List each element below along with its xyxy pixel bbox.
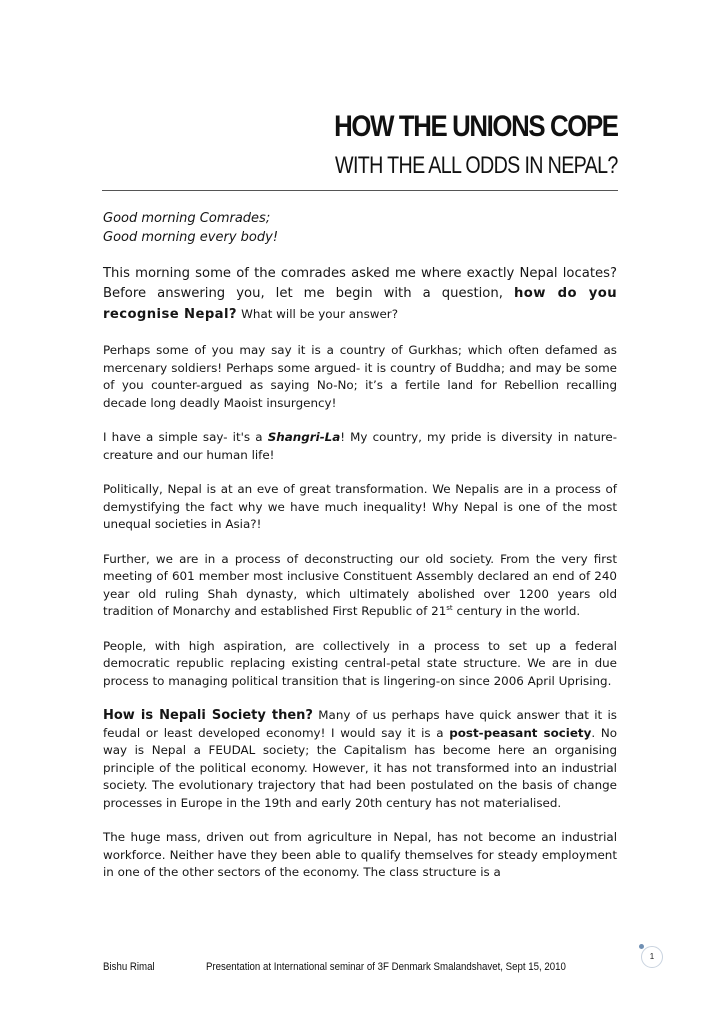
greeting-line-1: Good morning Comrades; [103, 211, 271, 226]
intro-text: This morning some of the comrades asked me where exactly Nepal locates? Before answering you, let me begin with a question, [103, 266, 617, 301]
shangri-pre: I have a simple say- it's a [103, 430, 263, 444]
paragraph-people: People, with high aspiration, are collectively in a process to set up a federal democratic republic replacing existing central-petal state structure. We are in due process to managing political transition that is lingering-on since 2006 April Uprising. [103, 638, 617, 688]
paragraph-further [103, 551, 617, 621]
ordinal-suffix: st [446, 604, 453, 613]
greeting [103, 209, 617, 247]
paragraph-gurkhas: Perhaps some of you may say it is a country of Gurkhas; which often defamed as mercenary soldiers! Perhaps some argued- it is country of Buddha; and may be some of you counter-argued as saying No-No; it’s a fertile land for Rebellion recalling decade long deadly Maoist insurgency! [103, 343, 617, 410]
greeting-line-2: Good morning every body! [103, 230, 279, 245]
footer-event: Presentation at International seminar of 3F Denmark Smalandshavet, Sept 15, 2010 [205, 961, 566, 973]
intro-question: how do you recognise Nepal? [103, 286, 618, 322]
society-text-2: . No way is Nepal a FEUDAL society; the Capitalism has become here an organising principle of the political economy. However, it has not transformed into an industrial society. The evolutionary trajectory that had been postulated on the basis of change processes in Europe in the 19th and early 20th century has not materialised. [103, 725, 617, 810]
further-post: century in the world. [452, 604, 581, 618]
shangri-la-emphasis: Shangri-La [267, 430, 341, 444]
post-peasant-emphasis: post-peasant society [449, 725, 592, 740]
intro-tail: What will be your answer? [241, 307, 399, 321]
further-pre: Further, we are in a process of deconstructing our old society. From the very first meeting of 601 member most inclusive Constituent Assembly declared an end of 240 year old ruling Shah dynasty, which ultimately abolished over 1200 years old tradition of Monarchy and established First Republic of 21 [103, 551, 617, 618]
society-question: How is Nepali Society then? [103, 708, 313, 723]
paragraph-society [103, 707, 617, 812]
paragraph-mass: The huge mass, driven out from agriculture in Nepal, has not become an industrial workforce. Neither have they been able to qualify themselves for steady employment in one of the other sectors of the economy. The class structure is a [103, 830, 617, 879]
shangri-post: ! My country, my pride is diversity in nature-creature and our human life! [103, 430, 617, 462]
page-subtitle: WITH THE ALL ODDS IN NEPAL? [335, 152, 618, 179]
title-divider [102, 190, 618, 191]
intro-paragraph [103, 264, 617, 325]
society-text-1: Many of us perhaps have quick answer that it is feudal or least developed economy! I would say it is a [103, 708, 617, 740]
page-title: HOW THE UNIONS COPE [334, 110, 618, 143]
footer-author: Bishu Rimal [103, 961, 155, 973]
paragraph-shangri-la [103, 429, 617, 464]
paragraph-political: Politically, Nepal is at an eve of great transformation. We Nepalis are in a process of demystifying the fact why we have much inequality! Why Nepal is one of the most unequal societies in Asia?! [103, 482, 617, 531]
page-footer [103, 961, 566, 973]
document-body [103, 209, 617, 899]
page-number: 1 [641, 946, 663, 968]
